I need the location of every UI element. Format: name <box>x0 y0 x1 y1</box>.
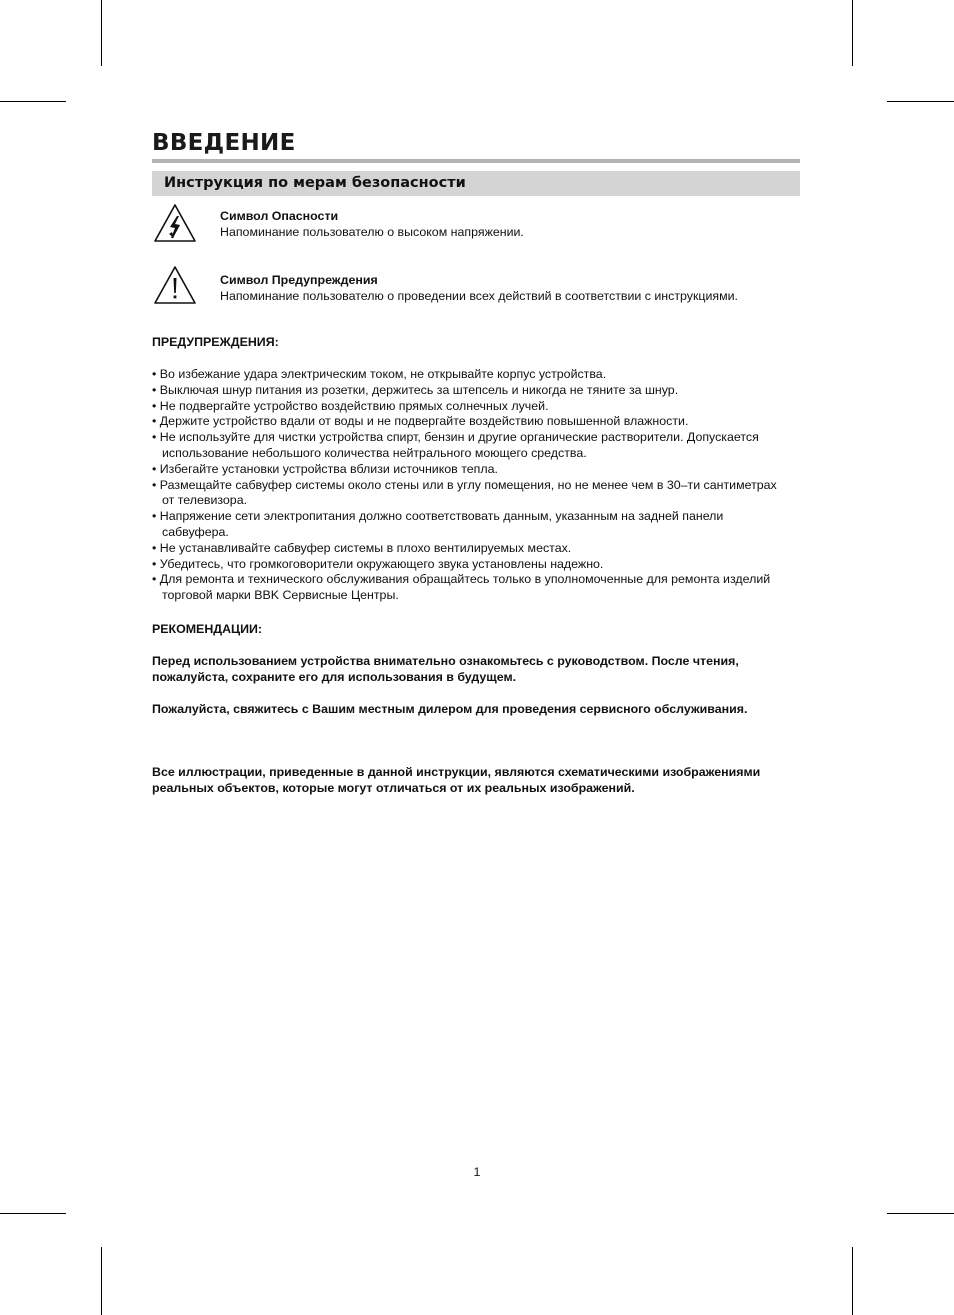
high-voltage-warning-icon <box>153 203 197 243</box>
warning-item: • Выключая шнур питания из розетки, держитесь за штепсель и никогда не тяните за шнур. <box>152 382 679 397</box>
illustrations-disclaimer: Все иллюстрации, приведенные в данной инструкции, являются схематическими изображениями реальных объектов, которые могут отличаться от их реальных изображений. <box>152 765 761 795</box>
recommendations-heading: РЕКОМЕНДАЦИИ: <box>152 622 263 636</box>
symbol-description: Напоминание пользователю о проведении всех действий в соответствии с инструкциями. <box>220 289 739 303</box>
crop-mark <box>852 1247 853 1315</box>
symbol-title: Символ Опасности <box>220 209 339 223</box>
warning-item: • Убедитесь, что громкоговорители окружающего звука установлены надежно. <box>152 556 604 571</box>
caution-exclamation-icon <box>153 265 197 305</box>
recommendation-paragraph: Перед использованием устройства внимательно ознакомьтесь с руководством. После чтения, пожалуйста, сохраните его для использования в будущем. <box>152 654 739 684</box>
symbol-danger <box>220 208 524 240</box>
title-divider <box>152 159 800 163</box>
recommendation-paragraph: Пожалуйста, свяжитесь с Вашим местным дилером для проведения сервисного обслуживания. <box>152 702 748 716</box>
warning-item: • Размещайте сабвуфер системы около стены или в углу помещения, но не менее чем в 30–ти сантиметрах от телевизора. <box>152 477 777 508</box>
warning-item: • Не устанавливайте сабвуфер системы в плохо вентилируемых местах. <box>152 540 572 555</box>
crop-mark <box>0 1213 66 1214</box>
symbol-caution <box>220 272 738 304</box>
section-header <box>152 171 800 196</box>
warning-item: • Для ремонта и технического обслуживания обращайтесь только в уполномоченные для ремонта изделий торговой марки BBK Сервисные Центры. <box>152 572 771 603</box>
page-title: ВВЕДЕНИЕ <box>152 130 296 156</box>
page-number: 1 <box>473 1165 481 1179</box>
crop-mark <box>887 1213 954 1214</box>
crop-mark <box>852 0 853 66</box>
warnings-heading: ПРЕДУПРЕЖДЕНИЯ: <box>152 335 279 349</box>
symbol-title: Символ Предупреждения <box>220 273 378 287</box>
section-title: Инструкция по мерам безопасности <box>164 175 466 191</box>
warning-item: • Держите устройство вдали от воды и не подвергайте воздействию повышенной влажности. <box>152 414 689 429</box>
warning-item: • Избегайте установки устройства вблизи источников тепла. <box>152 461 498 476</box>
warning-item: • Во избежание удара электрическим током, не открывайте корпус устройства. <box>152 367 607 381</box>
crop-mark <box>887 101 954 102</box>
symbol-description: Напоминание пользователю о высоком напряжении. <box>220 225 524 239</box>
warning-item: • Не используйте для чистки устройства спирт, бензин и другие органические растворители. Допускается использование небольшого количества нейтрального моющего средства. <box>152 430 759 460</box>
warnings-list <box>152 367 792 604</box>
crop-mark <box>0 101 66 102</box>
crop-mark <box>101 0 102 66</box>
warning-item: • Не подвергайте устройство воздействию прямых солнечных лучей. <box>152 398 549 413</box>
crop-mark <box>101 1247 102 1315</box>
warning-item: • Напряжение сети электропитания должно соответствовать данным, указанным на задней панели сабвуфера. <box>152 509 724 539</box>
